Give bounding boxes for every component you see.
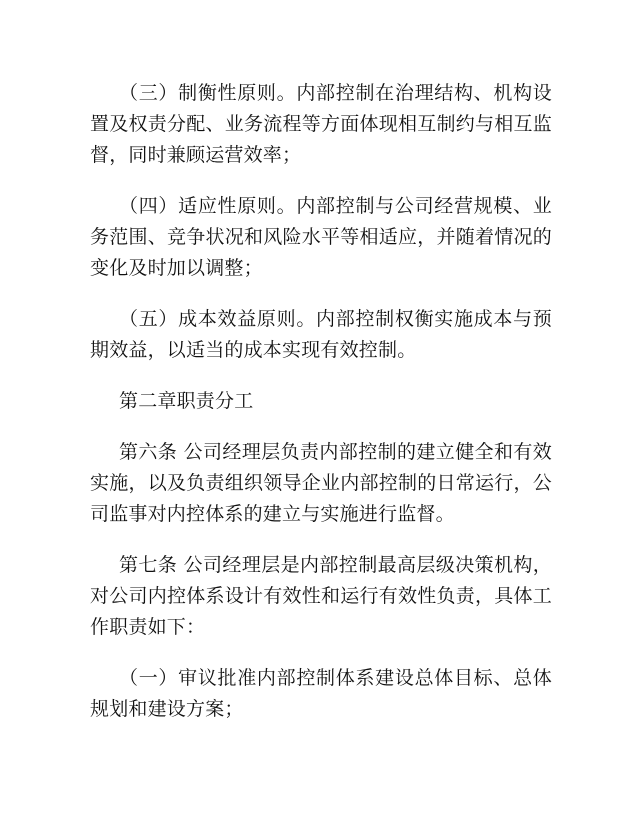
paragraph-checks-balances: （三）制衡性原则。内部控制在治理结构、机构设置及权责分配、业务流程等方面体现相互制约与相互监督，同时兼顾运营效率； [90,82,552,166]
article-six: 第六条 公司经理层负责内部控制的建立健全和有效实施，以及负责组织领导企业内部控制的日常运行，公司监事对内控体系的建立与实施进行监督。 [90,441,552,525]
article-seven: 第七条 公司经理层是内部控制最高层级决策机构，对公司内控体系设计有效性和运行有效性负责，具体工作职责如下： [90,554,552,638]
paragraph-cost-benefit: （五）成本效益原则。内部控制权衡实施成本与预期效益，以适当的成本实现有效控制。 [90,308,552,361]
duty-item-one: （一）审议批准内部控制体系建设总体目标、总体规划和建设方案； [90,667,552,720]
document-body [90,78,552,745]
chapter-heading: 第二章职责分工 [119,390,254,412]
paragraph-adaptability: （四）适应性原则。内部控制与公司经营规模、业务范围、竞争状况和风险水平等相适应，并随着情况的变化及时加以调整； [90,195,552,279]
